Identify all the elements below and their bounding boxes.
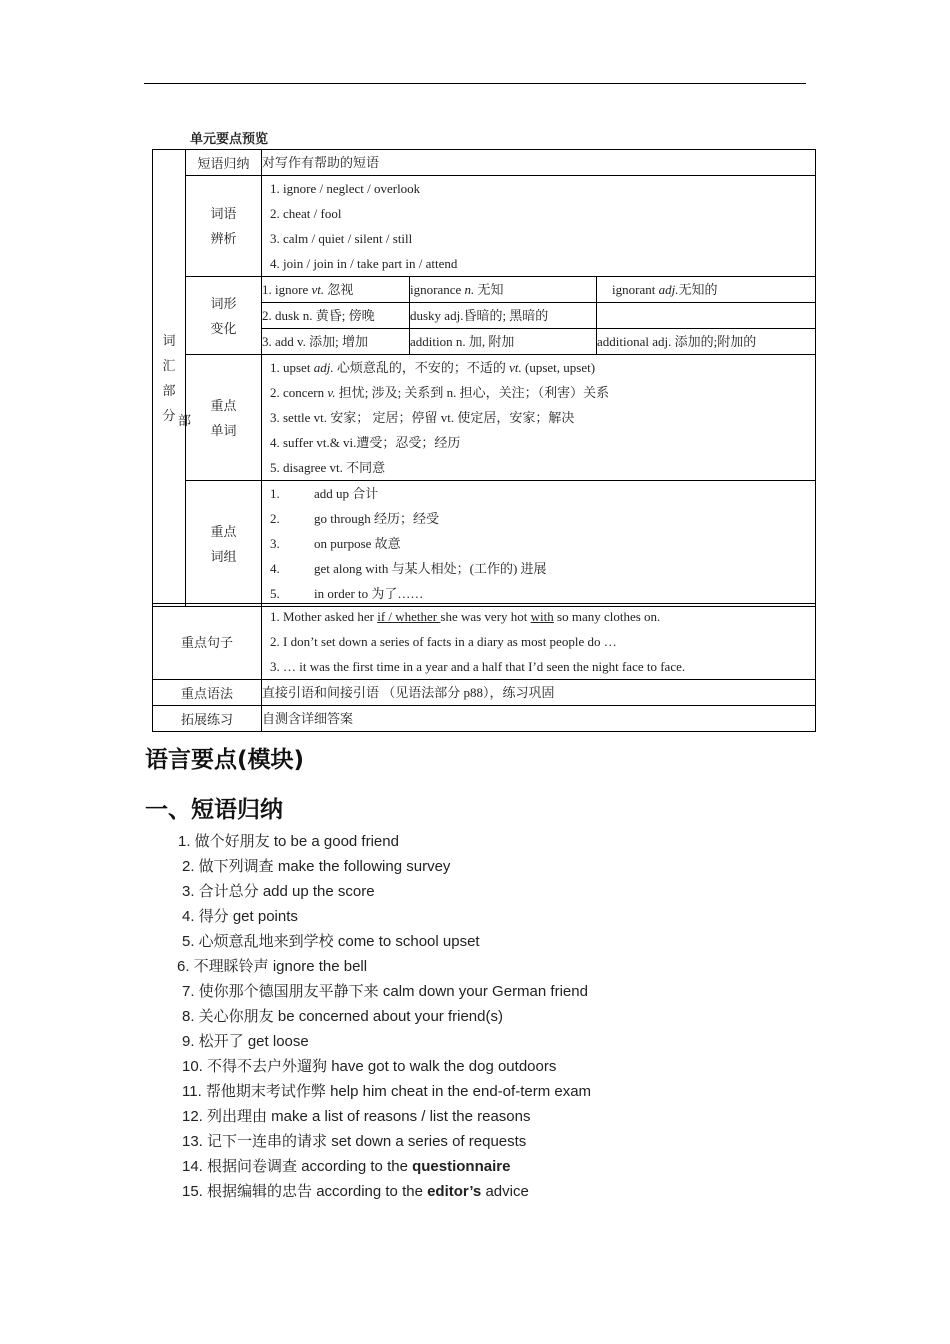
unit-overview-table [152, 149, 816, 607]
label-line: 词语 [210, 206, 237, 221]
row-phrases [153, 150, 816, 176]
phrases-label: 短语归纳 [186, 150, 262, 176]
key-sentences-items [262, 604, 816, 680]
practice-label: 拓展练习 [153, 706, 262, 732]
list-item: 4. 得分 get points [182, 908, 298, 925]
row-key-phrases [153, 481, 816, 607]
list-item: 14. 根据问卷调查 according to the questionnaire [182, 1158, 511, 1175]
label-line: 重点 [210, 523, 237, 539]
list-item: 1. Mother asked her if / whether she was very hot with so many clothes on. [270, 609, 661, 624]
vocab-char: 部 [178, 413, 192, 428]
row-key-words [153, 355, 816, 481]
list-item: 1. add up 合计 [270, 486, 379, 501]
label-line: 重点 [210, 397, 237, 413]
list-item: 4. join / join in / take part in / attend [270, 256, 458, 271]
list-item: 7. 使你那个德国朋友平静下来 calm down your German friend [182, 983, 588, 1000]
header-rule [144, 83, 806, 84]
vocab-char: 汇 [162, 358, 176, 373]
vocab-section-label [153, 150, 192, 607]
grammar-content: 直接引语和间接引语 （见语法部分 p88），练习巩固 [262, 680, 816, 706]
list-item: 3. 合计总分 add up the score [182, 883, 375, 900]
vocab-char: 词 [162, 333, 176, 348]
list-item: 5. 心烦意乱地来到学校 come to school upset [182, 933, 480, 950]
practice-content: 自测含详细答案 [262, 706, 816, 732]
word-form-cell: additional adj. 添加的;附加的 [597, 329, 816, 355]
list-item: 5. disagree vt. 不同意 [270, 460, 386, 475]
word-form-cell: 3. add v. 添加; 增加 [262, 329, 410, 355]
key-phrases-label [186, 481, 262, 607]
list-item: 1. upset adj. 心烦意乱的，不安的；不适的 vt. (upset, upset) [270, 360, 596, 375]
section-heading-language-points: 语言要点(模块) [145, 747, 305, 773]
label-line: 词组 [210, 548, 237, 564]
word-analysis-items [262, 176, 816, 277]
label-line: 变化 [210, 320, 237, 336]
word-form-cell: ignorant adj.无知的 [597, 277, 816, 303]
row-word-analysis [153, 176, 816, 277]
vocab-char: 分 [162, 408, 176, 423]
list-item: 2. concern v. 担忧; 涉及; 关系到 n. 担心，关注；（利害）关系 [270, 385, 610, 400]
label-line: 词形 [210, 295, 237, 311]
list-item: 2. cheat / fool [270, 206, 342, 221]
list-item: 13. 记下一连串的请求 set down a series of requests [182, 1133, 527, 1150]
list-item: 6. 不理睬铃声 ignore the bell [177, 958, 368, 975]
label-line: 辨析 [210, 231, 237, 246]
list-item: 10. 不得不去户外遛狗 have got to walk the dog outdoors [182, 1058, 557, 1075]
list-item: 2. go through 经历；经受 [270, 511, 439, 526]
list-item: 4. get along with 与某人相处；(工作的) 进展 [270, 561, 547, 576]
key-phrases-items [262, 481, 816, 607]
grammar-label: 重点语法 [153, 680, 262, 706]
label-line: 单词 [210, 422, 237, 438]
word-form-cell: addition n. 加, 附加 [410, 329, 597, 355]
phrases-content: 对写作有帮助的短语 [262, 150, 816, 176]
list-item: 3. … it was the first time in a year and a half that I’d seen the night face to face. [270, 659, 686, 674]
word-form-cell: ignorance n. 无知 [410, 277, 597, 303]
list-item: 8. 关心你朋友 be concerned about your friend(s) [182, 1008, 503, 1025]
row-word-forms-1 [153, 277, 816, 303]
list-item: 2. I don’t set down a series of facts in a diary as most people do … [270, 634, 617, 649]
list-item: 3. calm / quiet / silent / still [270, 231, 413, 246]
word-form-cell: dusky adj.昏暗的; 黑暗的 [410, 303, 597, 329]
key-words-label [186, 355, 262, 481]
word-analysis-label [186, 176, 262, 277]
vocab-char: 部 [162, 383, 176, 398]
list-item: 9. 松开了 get loose [182, 1033, 309, 1050]
list-item: 1. 做个好朋友 to be a good friend [178, 833, 399, 850]
list-item: 15. 根据编辑的忠告 according to the editor’s advice [182, 1183, 529, 1200]
unit-overview-table-lower [152, 603, 816, 732]
row-grammar [153, 680, 816, 706]
key-words-items [262, 355, 816, 481]
word-form-cell: 1. ignore vt. 忽视 [262, 277, 410, 303]
list-item: 3. on purpose 故意 [270, 536, 401, 551]
list-item: 11. 帮他期末考试作弊 help him cheat in the end-of-term exam [182, 1083, 592, 1100]
table-title: 单元要点预览 [190, 131, 269, 146]
list-item: 1. ignore / neglect / overlook [270, 181, 421, 196]
list-item: 4. suffer vt.& vi.遭受；忍受；经历 [270, 435, 461, 450]
section-heading-phrases: 一、短语归纳 [145, 797, 283, 823]
word-form-cell: 2. dusk n. 黄昏; 傍晚 [262, 303, 410, 329]
list-item: 3. settle vt. 安家； 定居；停留 vt. 使定居，安家；解决 [270, 410, 575, 425]
word-form-cell [597, 303, 816, 329]
key-sentences-label: 重点句子 [153, 604, 262, 680]
row-practice [153, 706, 816, 732]
list-item: 12. 列出理由 make a list of reasons / list the reasons [182, 1108, 531, 1125]
word-forms-label [186, 277, 262, 355]
list-item: 2. 做下列调查 make the following survey [182, 858, 451, 875]
row-key-sentences [153, 604, 816, 680]
list-item: 5. in order to 为了…… [270, 586, 424, 601]
